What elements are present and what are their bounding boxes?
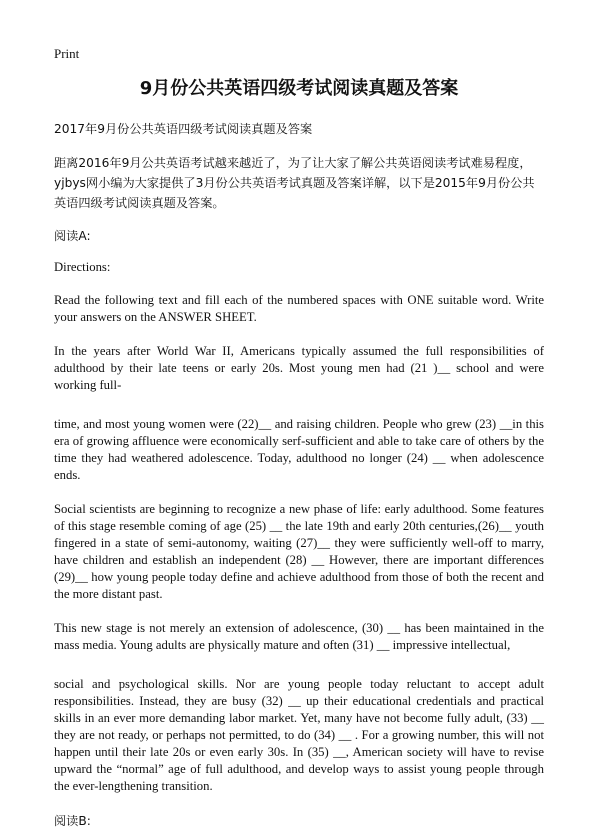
- intro-paragraph: 距离2016年9月公共英语考试越来越近了，为了让大家了解公共英语阅读考试难易程度，yjbys网小编为大家提供了3月份公共英语考试真题及答案详解，以下是2015年9月份公共英语四级考试阅读真题及答案。: [54, 156, 535, 210]
- page-title: 9月份公共英语四级考试阅读真题及答案: [139, 78, 459, 99]
- passage-paragraph-1: In the years after World War II, Americans typically assumed the full responsibilities of adulthood by their late teens or early 20s. Most young men had (21 )__ school and were working full-: [54, 344, 544, 392]
- passage-paragraph-4: This new stage is not merely an extension of adolescence, (30) __ has been maintained in the mass media. Young adults are physically mature and often (31) __ impressive intellectual,: [54, 621, 544, 652]
- article-subtitle: 2017年9月份公共英语四级考试阅读真题及答案: [54, 122, 313, 136]
- print-label: Print: [54, 46, 80, 61]
- directions-text: Read the following text and fill each of the numbered spaces with ONE suitable word. Write your answers on the ANSWER SHEET.: [54, 293, 544, 324]
- passage-paragraph-3: Social scientists are beginning to recognize a new phase of life: early adulthood. Some features of this stage resemble coming of age (25) __ the late 19th and early 20th centuries,(26)__ youth fingered in a state of semi-autonomy, waiting (27)__ they were sufficiently well-off to marry, have children and establish an independent (28) __ However, there are important differences (29)__ how young people today define and achieve adulthood from those of both the recent and the more distant past.: [54, 502, 544, 601]
- section-b-heading: 阅读B:: [54, 814, 91, 828]
- passage-paragraph-5: social and psychological skills. Nor are young people today reluctant to accept adult responsibilities. Instead, they are busy (32) __ up their educational credentials and practical skills in an ever more demanding labor market. Yet, many have not become fully adult, (33) __ they are not ready, or perhaps not permitted, to do (34) __ . For a growing number, this will not happen until their late 20s or even early 30s. In (35) __, American society will have to revise upward the “normal” age of full adulthood, and develop ways to assist young people through the ever-lengthening transition.: [54, 677, 544, 793]
- passage-paragraph-2: time, and most young women were (22)__ and raising children. People who grew (23) __in this era of growing affluence were economically serf-sufficient and able to take care of others by the time they had weathered adolescence. Today, adulthood no longer (24) __ when adolescence ends.: [54, 417, 544, 482]
- directions-label: Directions:: [54, 260, 111, 274]
- section-a-heading: 阅读A:: [54, 229, 91, 243]
